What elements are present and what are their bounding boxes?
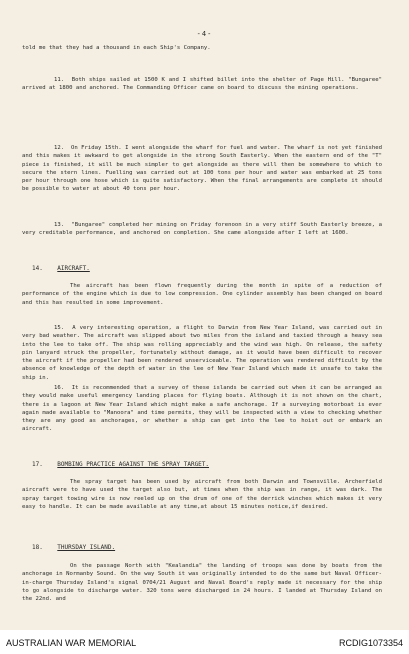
section-heading-thursday-island <box>32 544 115 552</box>
paragraph-15-text: A very interesting operation, a flight to Darwin from New Year Island, was carried out in very bad weather. The aircraft was slipped about two miles from the island and taxied through a heavy sea into the lee to take off. The ship was rolling appreciably and the wind was high. On release, the safety pin lanyard struck the propeller, fortunately without damage, as it would have been difficult to recover the aircraft if the propeller had been rendered unserviceable. The operation was rendered difficult by the absence of knowledge of the depth of water in the lee of New Year Island which made it unsafe to take the ship in. <box>22 325 382 381</box>
heading-14-title: AIRCRAFT. <box>57 265 90 272</box>
paragraph-13-number: 13. <box>54 222 65 228</box>
paragraph-16-number: 16. <box>54 385 65 391</box>
heading-18-number: 18. <box>32 544 43 551</box>
paragraph-15 <box>22 324 382 382</box>
paragraph-11-number: 11. <box>54 77 65 83</box>
paragraph-17-text: The spray target has been used by aircraft from both Darwin and Townsville. Archerfield aircraft were to have used the target also but, at times when the ship was in range, it was dark. The spray target towing wire is now reeled up on the drum of one of the derrick winches which makes it very easy to handle. It can be made available at any time,at about 15 minutes notice,if desired. <box>22 479 382 510</box>
paragraph-11 <box>22 76 382 93</box>
heading-17-number: 17. <box>32 461 43 468</box>
page-number: -4- <box>196 30 213 38</box>
paragraph-16-text: It is recommended that a survey of these islands be carried out when it can be arranged as they would make useful emergency landing places for flying boats. Although it is not shown on the chart, there is a lagoon at New Year Island which might make a safe anchorage. If a surveying motorboat is ever again made available to "Manoora" and time permits, they will be inspected with a view to checking whether they are any good as anchorages, or whether a ship can get into the lee to hoist out or embark an aircraft. <box>22 385 382 433</box>
paragraph-18 <box>22 562 382 603</box>
paragraph-17 <box>22 478 382 511</box>
section-heading-aircraft <box>32 265 90 273</box>
paragraph-15-number: 15. <box>54 325 65 331</box>
archive-footer <box>0 630 409 654</box>
paragraph-18-text: On the passage North with "Kealandia" the landing of troops was done by boats from the anchorage in Normanby Sound. On the way South it was originally intended to do the same but Naval Officer-in-charge Thursday Island's signal 0704/21 August and Naval Board's reply made it necessary for the ship to go alongside to discharge water. 320 tons were discharged in 24 hours. I landed at Thursday Island on the 22nd. and <box>22 563 382 603</box>
paragraph-12-text: On Friday 15th. I went alongside the wharf for fuel and water. The wharf is not yet finished and this makes it awkward to get alongside in the strong South Easterly. When the eastern end of the "T" piece is finished, it will be much simpler to get alongside as there will then be somewhere to which to secure the stern lines. Fuelling was carried out at 100 tons per hour and water was embarked at 25 tons per hour through one hose which is quite satisfactory. When the final arrangements are complete it should be possible to water at about 40 tons per hour. <box>22 145 382 193</box>
heading-14-number: 14. <box>32 265 43 272</box>
archive-reference: RCDIG1073354 <box>338 638 403 648</box>
heading-17-title: BOMBING PRACTICE AGAINST THE SPRAY TARGET. <box>57 461 210 468</box>
paragraph-12-number: 12. <box>54 145 65 151</box>
paragraph-11-text: Both ships sailed at 1500 K and I shifted billet into the shelter of Page Hill. "Bungaree" arrived at 1800 and anchored. The Commanding Officer came on board to discuss the mining operations. <box>22 77 382 92</box>
paragraph-12 <box>22 144 382 194</box>
paragraph-16 <box>22 384 382 434</box>
intro-line: told me that they had a thousand in each Ship's Company. <box>22 45 211 51</box>
paragraph-14 <box>22 282 382 307</box>
archive-name: AUSTRALIAN WAR MEMORIAL <box>6 638 137 648</box>
section-heading-bombing-practice <box>32 461 209 469</box>
paragraph-13 <box>22 221 382 238</box>
heading-18-title: THURSDAY ISLAND. <box>57 544 116 551</box>
paragraph-14-text: The aircraft has been flown frequently during the month in spite of a reduction of performance of the engine which is due to low compression. One cylinder assembly has been changed on board and this has resulted in some improvement. <box>22 283 382 306</box>
paragraph-13-text: "Bungaree" completed her mining on Friday forenoon in a very stiff South Easterly breeze, a very creditable performance, and anchored on completion. She came alongside after I left at 1600. <box>22 222 382 237</box>
